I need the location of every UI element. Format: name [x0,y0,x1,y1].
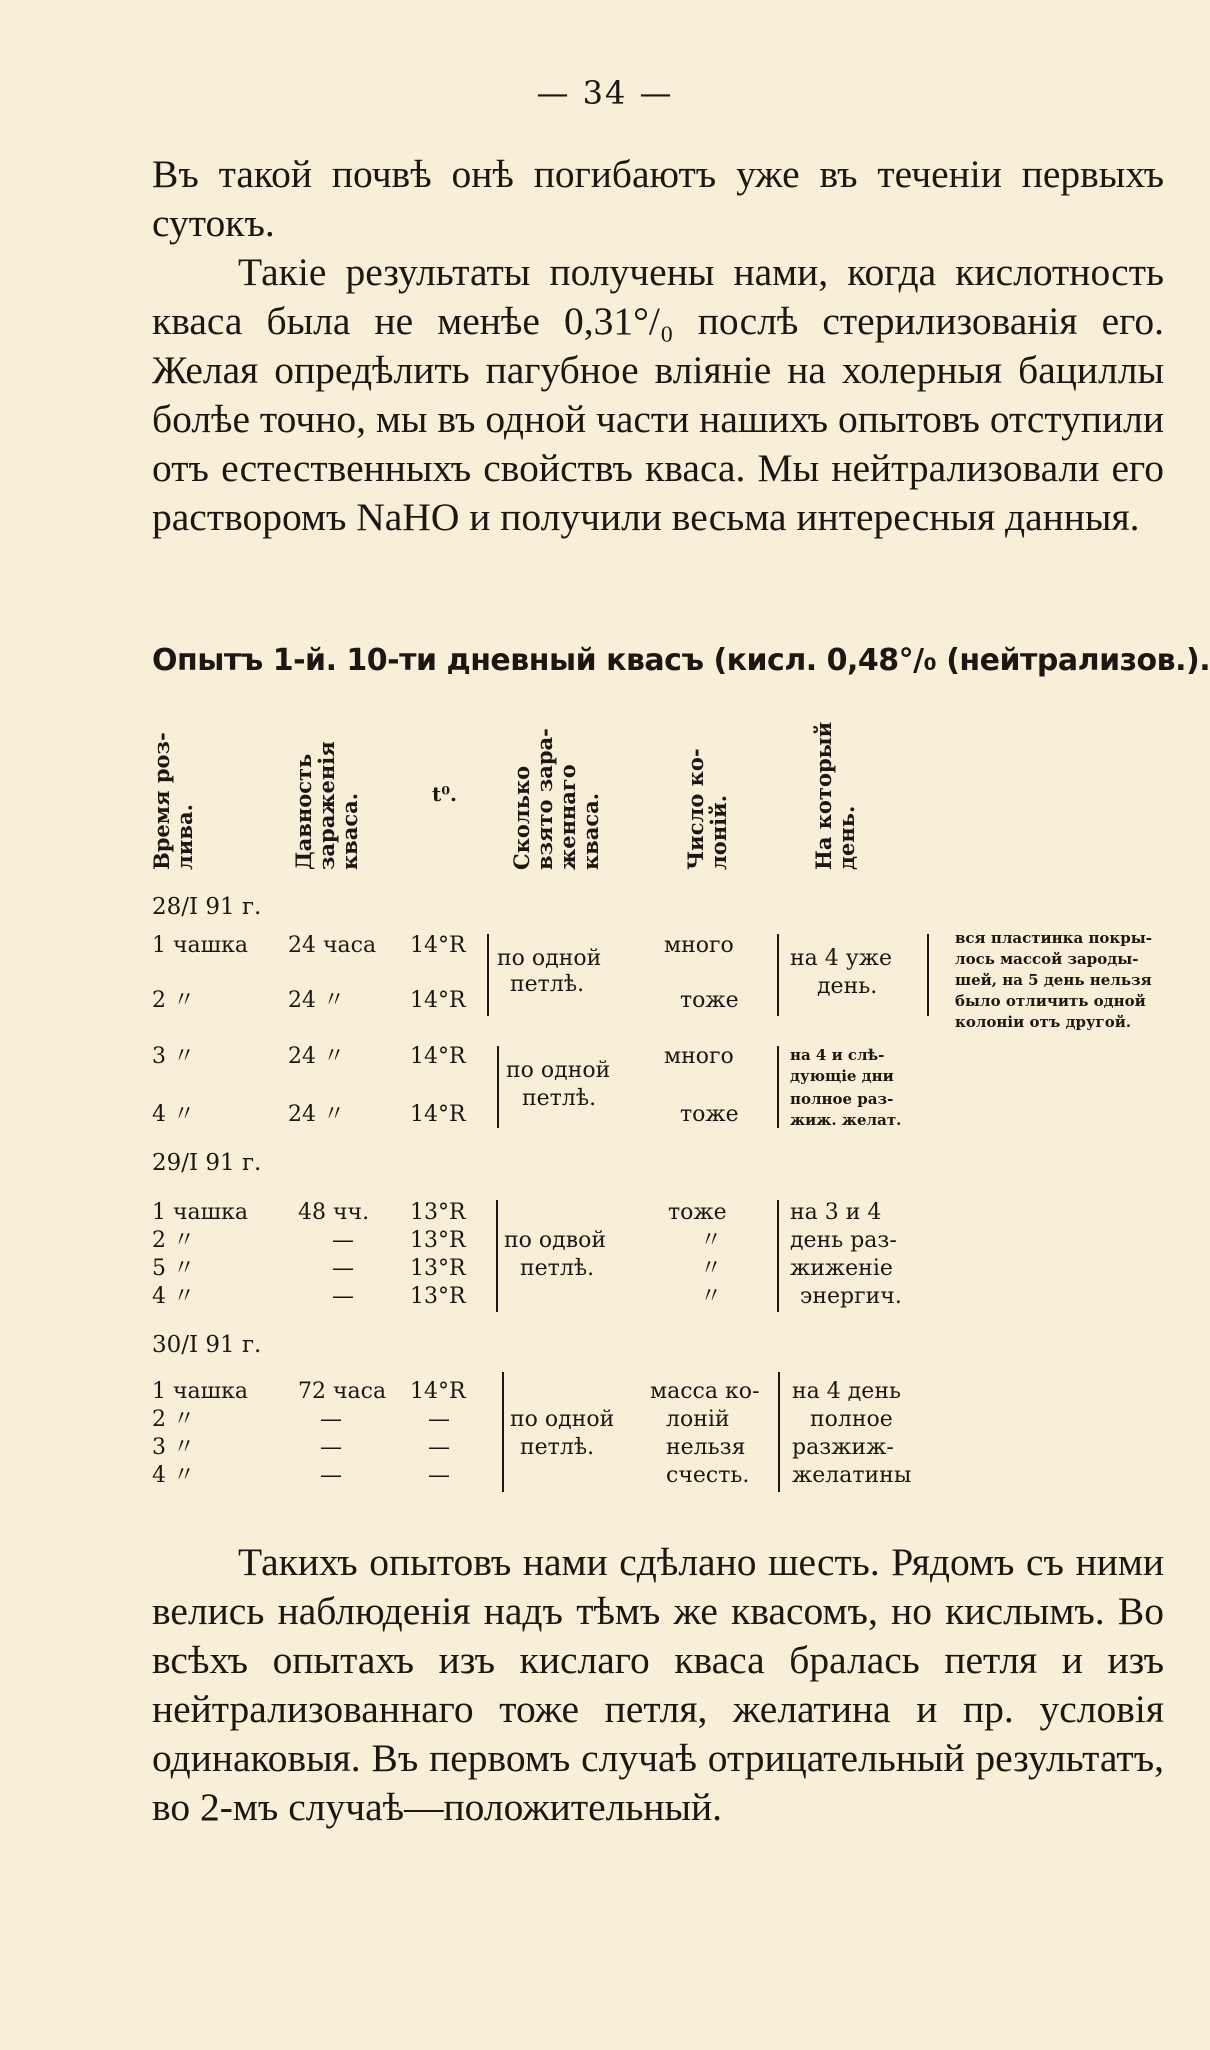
group-date: 28/I 91 г. [152,894,262,920]
temperature: — [428,1435,450,1460]
group-date: 30/I 91 г. [152,1332,262,1358]
page-number: — 34 — [536,74,674,112]
cup-label: 1 чашка [152,1200,248,1225]
amount-taken: по одной [506,1058,611,1083]
amount-taken: петлѣ. [510,972,585,997]
remark-line: дующiе дни [790,1067,894,1085]
infection-age: — [320,1407,342,1432]
paragraph-3: Такихъ опытовъ нами сдѣлано шесть. Рядомъ съ ними велись наблюденiя надъ тѣмъ же квасомъ, но кислымъ. Во всѣхъ опытахъ изъ кислаго кваса бралась петля и изъ нейтрализованнаго тоже петля, желатина и пр. условiя одинаковыя. Въ первомъ случаѣ отрицательный результатъ, во 2-мъ случаѣ—положительный. [152,1540,1164,1829]
experiment-heading: Опытъ 1-й. 10-ти дневный квасъ (кисл. 0,48°/₀ (нейтрализов.). [152,643,1210,678]
cup-label: 5 〃 [152,1256,195,1281]
cup-label: 4 〃 [152,1102,195,1127]
colony-count: нельзя [666,1435,746,1460]
colony-count: лонiй [666,1407,730,1432]
header-colony-count: Число ко- лонiй. [683,748,731,870]
colony-count: много [664,933,734,958]
brace [777,1046,779,1128]
cup-label: 1 чашка [152,1379,248,1404]
cup-label: 4 〃 [152,1463,195,1488]
paragraph-1: Въ такой почвѣ онѣ погибаютъ уже въ теченiи первыхъ сутокъ. [152,152,1164,245]
infection-age: — [332,1256,354,1281]
colony-count: 〃 [700,1284,723,1309]
paragraph-2: Такiе результаты получены нами, когда кислотность кваса была не менѣе 0,31°/₀ послѣ стерилизованiя его. Желая опредѣлить пагубное влiянiе на холерныя бациллы болѣе точно, мы въ одной части нашихъ опытовъ отступили отъ естественныхъ свойствъ кваса. Мы нейтрализовали его растворомъ NaHO и получили весьма интересныя данныя. [152,250,1164,539]
temperature: 14°R [410,1379,466,1404]
remark-line: колонiи отъ другой. [955,1013,1132,1031]
temperature: — [428,1463,450,1488]
cup-label: 3 〃 [152,1044,195,1069]
group-date: 29/I 91 г. [152,1150,262,1176]
infection-age: — [320,1463,342,1488]
header-which-day: На который день. [811,721,859,870]
header-time-of-bottling: Время роз- лива. [149,732,197,870]
day-result: разжиж- [792,1435,894,1460]
temperature: 13°R [410,1228,466,1253]
day-result: день. [817,974,878,999]
colony-count: тоже [668,1200,727,1225]
cup-label: 1 чашка [152,933,248,958]
infection-age: — [320,1435,342,1460]
amount-taken: по одной [510,1407,615,1432]
day-result: энергич. [800,1284,902,1309]
cup-label: 3 〃 [152,1435,195,1460]
colony-count: 〃 [700,1256,723,1281]
day-result: на 4 уже [790,946,892,971]
brace [927,934,929,1016]
day-result: жиженiе [790,1256,893,1281]
brace [777,1200,779,1312]
remark-line: было отличить одной [955,992,1146,1010]
day-result: желатины [792,1463,912,1488]
header-infection-age: Давность зараженiя кваса. [291,741,362,870]
remark-line: полное раз- [790,1090,894,1108]
cup-label: 2 〃 [152,1228,195,1253]
header-temperature: t⁰. [432,782,457,806]
amount-taken: по одвой [504,1228,606,1253]
colony-count: счесть. [666,1463,750,1488]
temperature: 14°R [410,1044,466,1069]
cup-label: 2 〃 [152,988,195,1013]
brace [502,1372,504,1492]
remark-line: на 4 и слѣ- [790,1046,885,1064]
temperature: 13°R [410,1284,466,1309]
remark-line: шей, на 5 день нельзя [955,971,1152,989]
amount-taken: петлѣ. [520,1256,595,1281]
temperature: — [428,1407,450,1432]
infection-age: — [332,1284,354,1309]
temperature: 14°R [410,988,466,1013]
infection-age: 24 〃 [288,1102,345,1127]
remark-line: вся пластинка покры- [955,929,1153,947]
amount-taken: по одной [497,946,602,971]
infection-age: — [332,1228,354,1253]
brace [778,1372,780,1492]
amount-taken: петлѣ. [520,1435,595,1460]
brace [487,934,489,1016]
colony-count: 〃 [700,1228,723,1253]
infection-age: 48 чч. [298,1200,370,1225]
header-amount-taken: Сколько взято зара- женнаго кваса. [509,728,603,870]
infection-age: 24 〃 [288,988,345,1013]
paragraph-block-bottom [152,1538,1164,1832]
brace [777,934,779,1016]
temperature: 13°R [410,1256,466,1281]
infection-age: 72 часа [298,1379,387,1404]
brace [497,1046,499,1128]
remark-line: лось массой зароды- [955,950,1139,968]
temperature: 13°R [410,1200,466,1225]
infection-age: 24 часа [288,933,377,958]
day-result: день раз- [790,1228,897,1253]
colony-count: масса ко- [650,1379,760,1404]
temperature: 14°R [410,933,466,958]
amount-taken: петлѣ. [522,1086,597,1111]
colony-count: тоже [680,988,739,1013]
brace [496,1200,498,1312]
colony-count: тоже [680,1102,739,1127]
day-result: на 3 и 4 [790,1200,882,1225]
day-result: полное [810,1407,893,1432]
cup-label: 2 〃 [152,1407,195,1432]
cup-label: 4 〃 [152,1284,195,1309]
colony-count: много [664,1044,734,1069]
infection-age: 24 〃 [288,1044,345,1069]
temperature: 14°R [410,1102,466,1127]
day-result: на 4 день [792,1379,901,1404]
paragraph-block-top [152,150,1164,542]
remark-line: жиж. желат. [790,1111,902,1129]
